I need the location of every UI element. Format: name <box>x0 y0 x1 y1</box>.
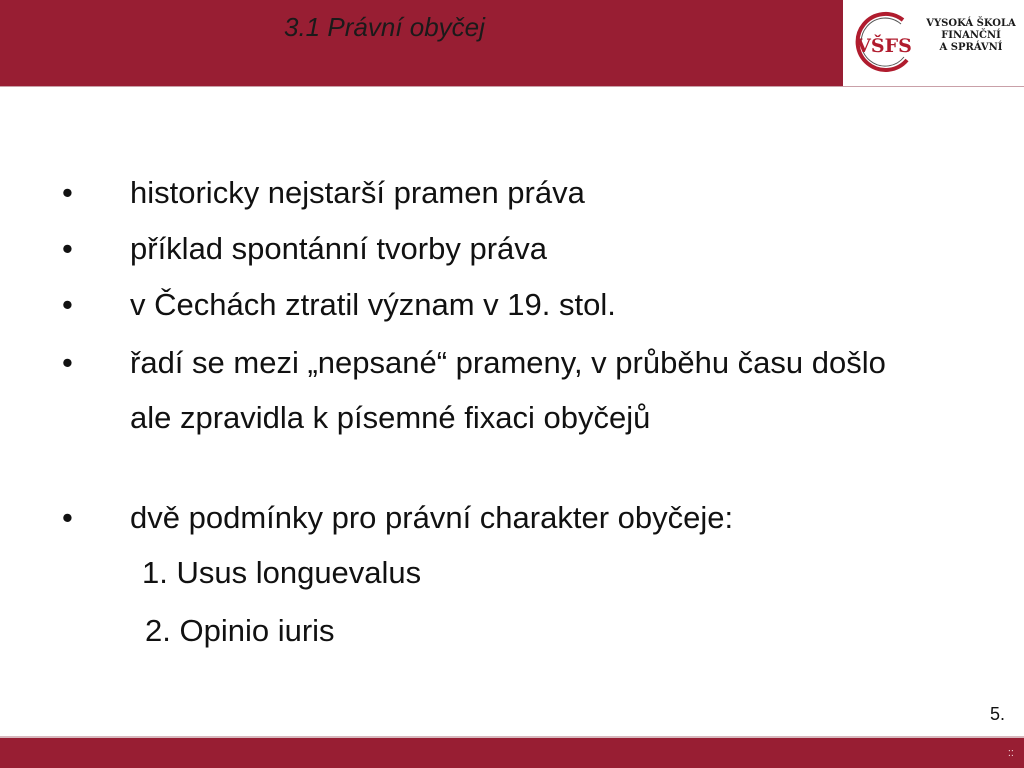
school-logo <box>843 0 1024 86</box>
footer-bar <box>0 738 1024 768</box>
slide-title: 3.1 Právní obyčej <box>284 12 485 42</box>
bullet-text: příklad spontánní tvorby práva <box>130 231 548 266</box>
logo-line-3: A SPRÁVNÍ <box>939 42 1003 53</box>
vsfs-logo-icon <box>851 10 917 76</box>
footer-mark: :: <box>1007 747 1014 759</box>
bullet-text: řadí se mezi „nepsané“ prameny, v průběhu času došlo ale zpravidla k písemné fixaci obyčejů <box>130 345 886 435</box>
sub-item: 2. Opinio iuris <box>145 613 335 648</box>
bullet-marker: • <box>62 287 73 322</box>
logo-wordmark <box>921 18 1021 54</box>
bullet-marker: • <box>62 345 73 380</box>
bullet-text: dvě podmínky pro právní charakter obyčeje: <box>130 500 734 535</box>
header-divider <box>0 86 1024 87</box>
bullet-marker: • <box>62 175 73 210</box>
logo-line-2: FINANČNÍ <box>941 30 1001 41</box>
bullet-text: historicky nejstarší pramen práva <box>130 175 585 210</box>
bullet-marker: • <box>62 231 73 266</box>
bullet-marker: • <box>62 500 73 535</box>
logo-monogram: VŠFS <box>856 35 912 57</box>
header-bar <box>0 0 843 86</box>
page-number: 5. <box>990 704 1006 724</box>
sub-item: 1. Usus longuevalus <box>142 555 422 590</box>
logo-line-1: VYSOKÁ ŠKOLA <box>926 18 1016 29</box>
bullet-text: v Čechách ztratil význam v 19. stol. <box>130 287 616 322</box>
